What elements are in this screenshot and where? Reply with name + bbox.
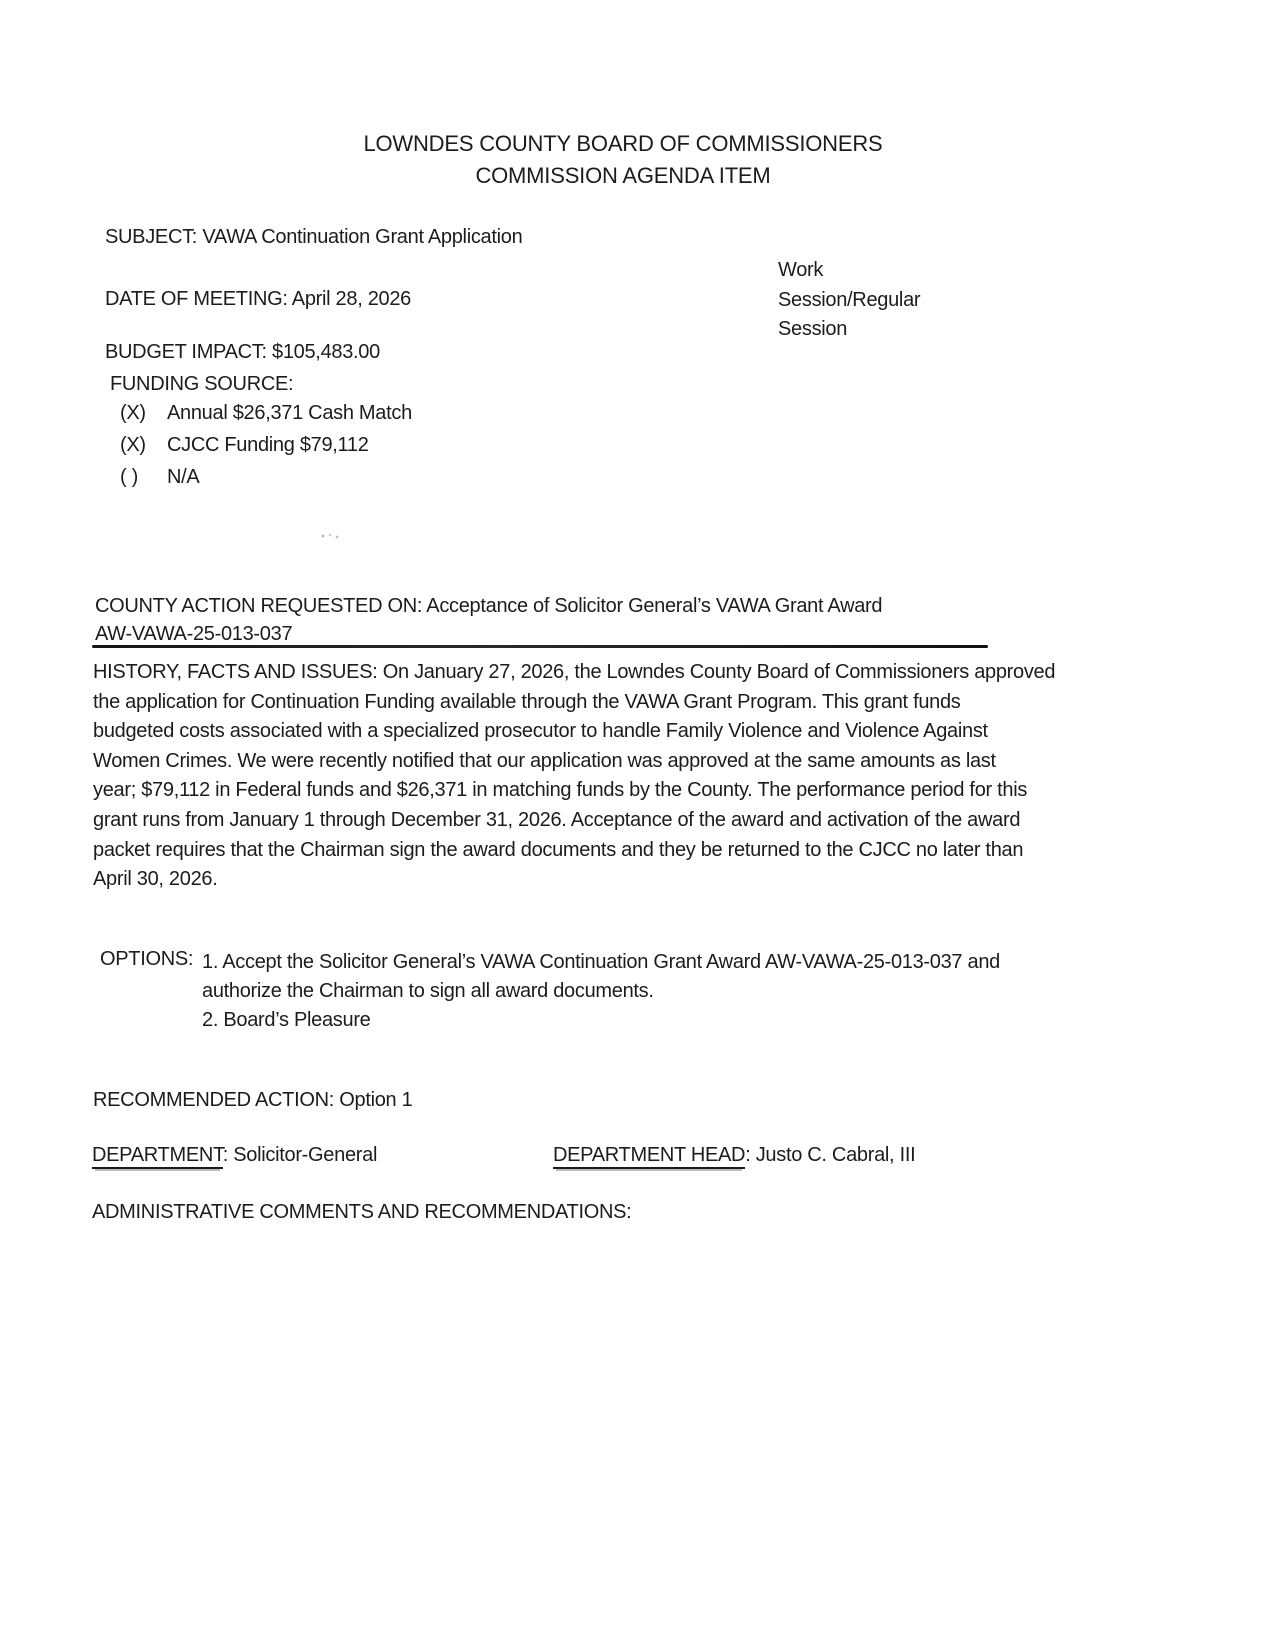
admin-comments-label: ADMINISTRATIVE COMMENTS AND RECOMMENDATIONS:	[92, 1201, 632, 1223]
subject-label: SUBJECT:	[105, 226, 198, 248]
checkbox-unchecked: ( )	[120, 466, 138, 488]
budget-impact-line	[105, 338, 380, 366]
date-of-meeting-label: DATE OF MEETING:	[105, 288, 288, 310]
department-line	[92, 1141, 377, 1169]
option-1-line1	[202, 948, 1152, 977]
history-line: April 30, 2026.	[93, 868, 218, 891]
department-head-line	[553, 1141, 915, 1169]
recommended-action-label: RECOMMENDED ACTION:	[93, 1089, 334, 1111]
history-line: HISTORY, FACTS AND ISSUES: On January 27, 2026, the Lowndes County Board of Commissioners approved	[93, 661, 1056, 683]
history-facts-issues	[93, 658, 1153, 895]
department-colon: :	[222, 1144, 234, 1166]
checkbox-checked: (X)	[120, 402, 146, 424]
funding-option-row	[120, 434, 369, 457]
county-action-line1: COUNTY ACTION REQUESTED ON: Acceptance of Solicitor General’s VAWA Grant Award	[95, 595, 883, 617]
department-value: Solicitor-General	[233, 1144, 378, 1166]
recommended-action-line	[93, 1086, 412, 1114]
department-head-value: Justo C. Cabral, III	[755, 1144, 916, 1166]
history-line: budgeted costs associated with a specialized prosecutor to handle Family Violence and Violence Against	[93, 720, 988, 743]
document-title-line1: LOWNDES COUNTY BOARD OF COMMISSIONERS	[363, 131, 883, 156]
subject-value: VAWA Continuation Grant Application	[202, 226, 523, 248]
date-of-meeting-value: April 28, 2026	[291, 288, 411, 310]
date-of-meeting-line	[105, 285, 411, 313]
options-label: OPTIONS:	[100, 948, 194, 970]
session-note	[778, 256, 920, 345]
session-note-line2: Session/Regular	[778, 288, 921, 311]
budget-impact-value: $105,483.00	[272, 341, 380, 363]
history-line: the application for Continuation Funding available through the VAWA Grant Program. This grant funds	[93, 690, 961, 713]
option-item-1	[202, 948, 1152, 1006]
option-2-line1	[202, 1006, 1152, 1035]
funding-option-row	[120, 402, 412, 425]
department-head-colon: :	[745, 1144, 756, 1166]
checkbox-checked: (X)	[120, 434, 146, 456]
history-line: Women Crimes. We were recently notified that our application was approved at the same amounts as last	[93, 749, 996, 772]
history-line: year; $79,112 in Federal funds and $26,371 in matching funds by the County. The performance period for this	[93, 779, 1028, 802]
budget-impact-label: BUDGET IMPACT:	[105, 341, 267, 363]
funding-option-label: N/A	[167, 466, 200, 488]
county-action-block	[95, 592, 1105, 648]
funding-option-label: Annual $26,371 Cash Match	[167, 402, 412, 424]
option-2-number: 2.	[202, 1009, 219, 1031]
option-2-text: Board’s Pleasure	[223, 1009, 371, 1031]
funding-source-label: FUNDING SOURCE:	[110, 373, 294, 395]
horizontal-rule	[92, 645, 988, 648]
option-1-number: 1.	[202, 951, 219, 973]
document-title	[95, 128, 1151, 192]
county-action-award-number: AW-VAWA-25-013-037	[95, 623, 293, 645]
option-1-text: Accept the Solicitor General’s VAWA Continuation Grant Award AW-VAWA-25-013-037 and	[222, 951, 1000, 973]
session-note-line1: Work	[778, 259, 824, 281]
option-item-2	[202, 1006, 1152, 1035]
funding-option-row	[120, 466, 199, 489]
recommended-action-value: Option 1	[339, 1089, 413, 1111]
document-title-line2: COMMISSION AGENDA ITEM	[475, 163, 771, 188]
department-label: DEPARTMENT	[92, 1144, 223, 1169]
option-1-line2: authorize the Chairman to sign all award documents.	[202, 980, 654, 1002]
funding-option-label: CJCC Funding $79,112	[167, 434, 369, 456]
scan-smudge-artifact	[320, 533, 340, 539]
options-items	[202, 948, 1152, 1035]
department-head-label: DEPARTMENT HEAD	[553, 1144, 745, 1169]
history-line: grant runs from January 1 through December 31, 2026. Acceptance of the award and activation of the award	[93, 808, 1021, 831]
session-note-line3: Session	[778, 318, 848, 340]
subject-line	[105, 223, 522, 251]
history-line: packet requires that the Chairman sign the award documents and they be returned to the CJCC no later than	[93, 838, 1024, 861]
